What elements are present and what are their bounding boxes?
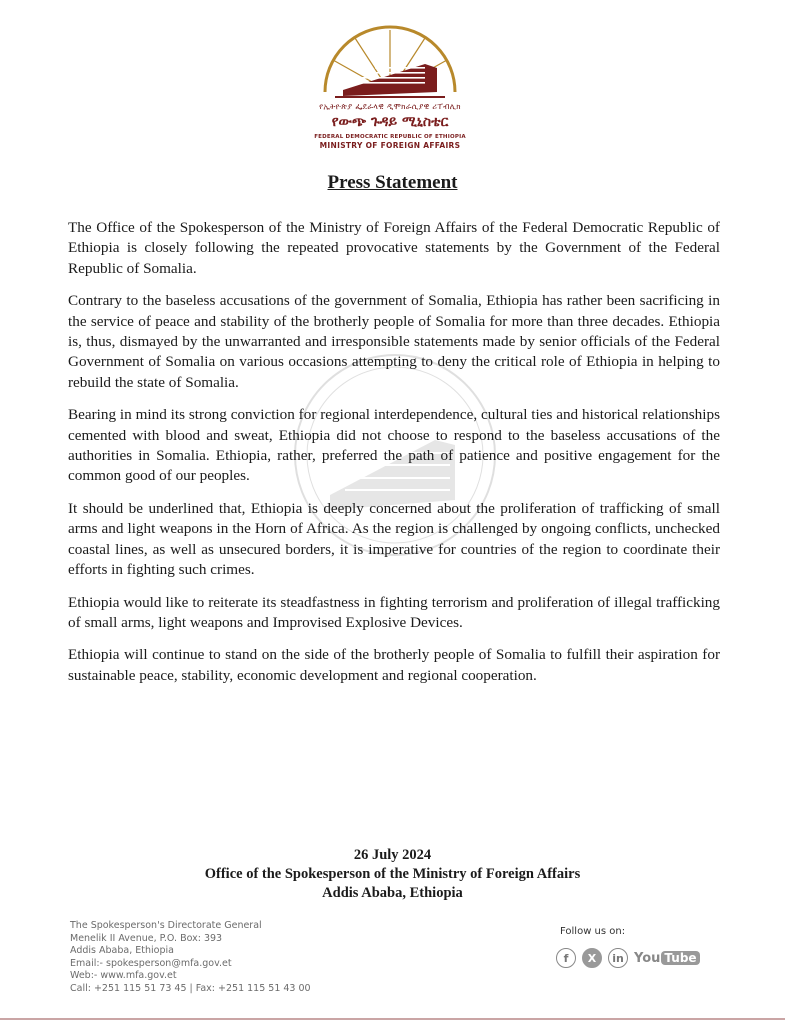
- youtube-tube: Tube: [661, 951, 699, 965]
- paragraph: Ethiopia would like to reiterate its steadfastness in fighting terrorism and proliferation of illegal trafficking of small arms, light weapons and Improvised Explosive Devices.: [68, 593, 720, 631]
- issuing-office: Office of the Spokesperson of the Ministry of Foreign Affairs: [204, 866, 581, 882]
- letterhead-amharic-ministry: የውጭ ጉዳይ ሚኒስቴር: [331, 114, 449, 130]
- follow-label: Follow us on:: [560, 926, 626, 937]
- x-icon[interactable]: X: [582, 948, 602, 968]
- linkedin-icon[interactable]: in: [608, 948, 628, 968]
- letterhead-amharic-country: የኢትዮጵያ ፌደራላዊ ዲሞክራሲያዊ ሪፐብሊክ: [319, 102, 461, 111]
- letterhead-ministry: MINISTRY OF FOREIGN AFFAIRS: [319, 141, 461, 150]
- issuing-location: Addis Ababa, Ethiopia: [322, 885, 463, 901]
- social-links: [556, 946, 700, 970]
- footer-divider: [0, 1018, 785, 1020]
- statement-body: [68, 218, 720, 698]
- paragraph: It should be underlined that, Ethiopia is deeply concerned about the proliferation of trafficking of small arms and light weapons in the Horn of Africa. As the region is challenged by ongoing conflicts, unchecked coastal lines, as well as unsecured borders, it is imperative for countries of the region to coordinate their efforts in fighting such crimes.: [68, 499, 720, 579]
- youtube-you: You: [634, 950, 661, 966]
- contact-line: Addis Ababa, Ethiopia: [70, 945, 174, 957]
- signoff: [0, 846, 785, 903]
- paragraph: Ethiopia will continue to stand on the side of the brotherly people of Somalia to fulfill their aspiration for sustainable peace, stability, economic development and regional cooperation.: [68, 646, 720, 684]
- facebook-icon[interactable]: f: [556, 948, 576, 968]
- statement-date: 26 July 2024: [353, 847, 432, 863]
- contact-web[interactable]: Web:- www.mfa.gov.et: [70, 970, 177, 982]
- document-title: Press Statement: [327, 172, 458, 193]
- letterhead: [300, 20, 480, 150]
- contact-phone: Call: +251 115 51 73 45 | Fax: +251 115 51 43 00: [70, 982, 311, 994]
- contact-line: Menelik II Avenue, P.O. Box: 393: [70, 932, 223, 944]
- paragraph: Contrary to the baseless accusations of the government of Somalia, Ethiopia has rather been sacrificing in the service of peace and stability of the brotherly people of Somalia for more than three decades. Ethiopia is, thus, dismayed by the unwarranted and irresponsible statements made by senior officials of the Federal Government of Somalia on various occasions attempting to deny the critical role of Ethiopia in helping to rebuild the state of Somalia.: [68, 292, 720, 391]
- ministry-logo-icon: [315, 20, 465, 100]
- youtube-icon[interactable]: [634, 951, 700, 966]
- footer-contact: [70, 920, 370, 996]
- paragraph: Bearing in mind its strong conviction for regional interdependence, cultural ties and historical relationships cemented with blood and sweat, Ethiopia did not choose to respond to the baseless accusations of the authorities in Somalia. Ethiopia, rather, preferred the path of patience and positive engagement for the common good of our peoples.: [68, 406, 720, 485]
- paragraph: The Office of the Spokesperson of the Ministry of Foreign Affairs of the Federal Democratic Republic of Ethiopia is closely following the repeated provocative statements by the Government of the Federal Republic of Somalia.: [68, 219, 720, 277]
- contact-line: The Spokesperson's Directorate General: [70, 920, 262, 931]
- letterhead-country: FEDERAL DEMOCRATIC REPUBLIC OF ETHIOPIA: [314, 134, 466, 140]
- contact-email[interactable]: Email:- spokesperson@mfa.gov.et: [70, 957, 232, 969]
